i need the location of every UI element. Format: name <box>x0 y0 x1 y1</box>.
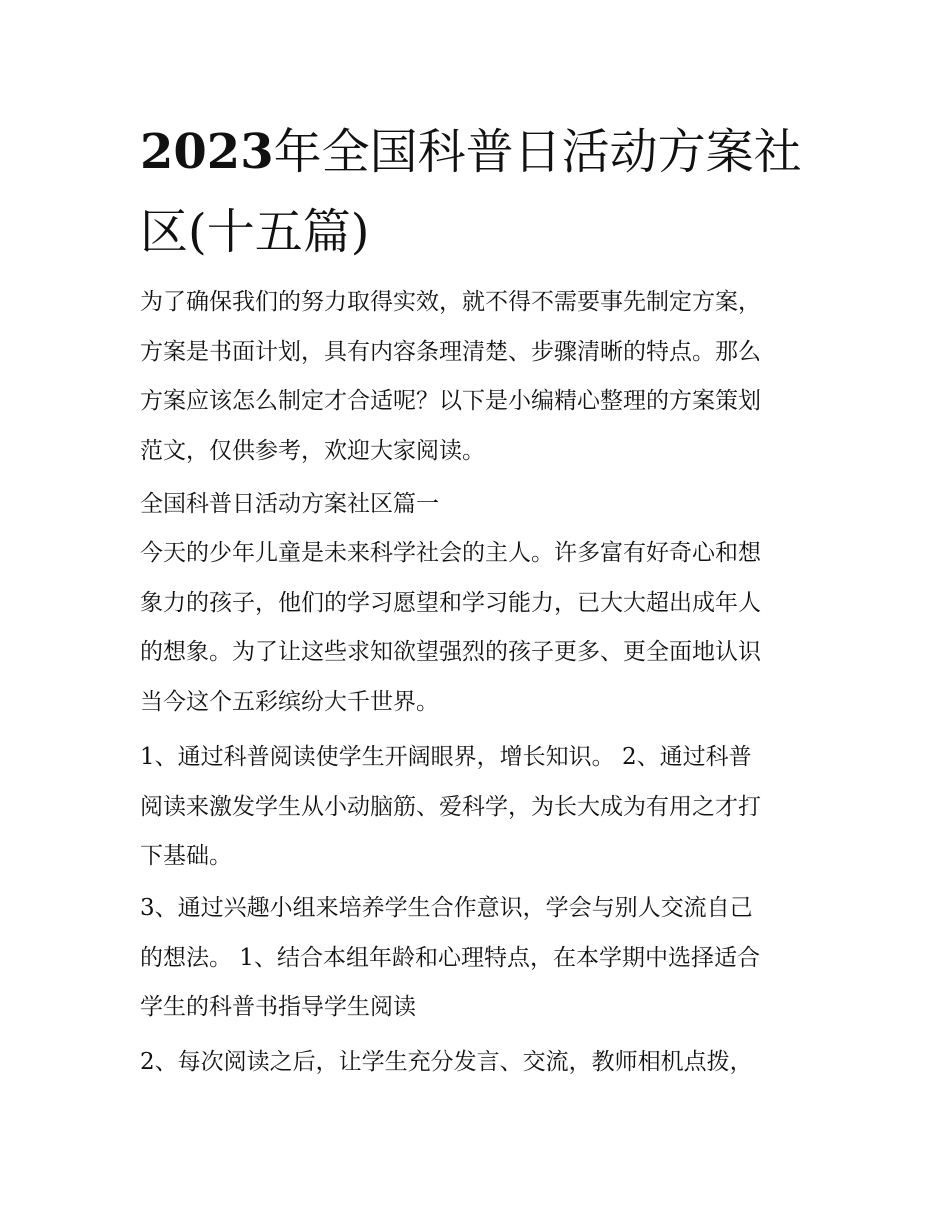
body-line: 象力的孩子，他们的学习愿望和学习能力，已大大超出成年人 <box>140 589 761 616</box>
body-paragraph-1 <box>140 529 820 727</box>
body-line: 阅读来激发学生从小动脑筋、爱科学，为长大成为有用之才打 <box>140 793 761 820</box>
intro-paragraph <box>140 278 820 476</box>
body-paragraph-2 <box>140 733 820 882</box>
section-heading: 全国科普日活动方案社区篇一 <box>140 491 439 517</box>
body-line: 当今这个五彩缤纷大千世界。 <box>140 688 439 715</box>
title-line-1 <box>140 112 820 192</box>
title-line-1-text: 年全国科普日活动方案社 <box>273 124 802 180</box>
intro-line: 方案是书面计划，具有内容条理清楚、步骤清晰的特点。那么 <box>140 338 761 365</box>
body-line: 的想象。为了让这些求知欲望强烈的孩子更多、更全面地认识 <box>140 639 761 665</box>
body-line: 3、通过兴趣小组来培养学生合作意识，学会与别人交流自己 <box>140 895 753 921</box>
intro-line: 方案应该怎么制定才合适呢？以下是小编精心整理的方案策划 <box>140 388 761 414</box>
body-line: 2、每次阅读之后，让学生充分发言、交流，教师相机点拨， <box>140 1049 753 1075</box>
title-line-2: 区(十五篇) <box>140 204 370 260</box>
body-line: 的想法。 1、结合本组年龄和心理特点，在本学期中选择适合 <box>140 944 760 971</box>
body-line: 1、通过科普阅读使学生开阔眼界，增长知识。 2、通过科普 <box>140 744 752 770</box>
body-line: 下基础。 <box>140 843 232 869</box>
title-year: 2023 <box>140 124 274 180</box>
body-line: 学生的科普书指导学生阅读 <box>140 994 416 1020</box>
intro-line: 范文，仅供参考，欢迎大家阅读。 <box>140 437 485 464</box>
body-paragraph-4 <box>140 1038 820 1088</box>
document-title <box>140 112 820 272</box>
intro-line: 为了确保我们的努力取得实效，就不得不需要事先制定方案， <box>140 289 761 315</box>
body-paragraph-3 <box>140 884 820 1033</box>
body-line: 今天的少年儿童是未来科学社会的主人。许多富有好奇心和想 <box>140 540 761 566</box>
